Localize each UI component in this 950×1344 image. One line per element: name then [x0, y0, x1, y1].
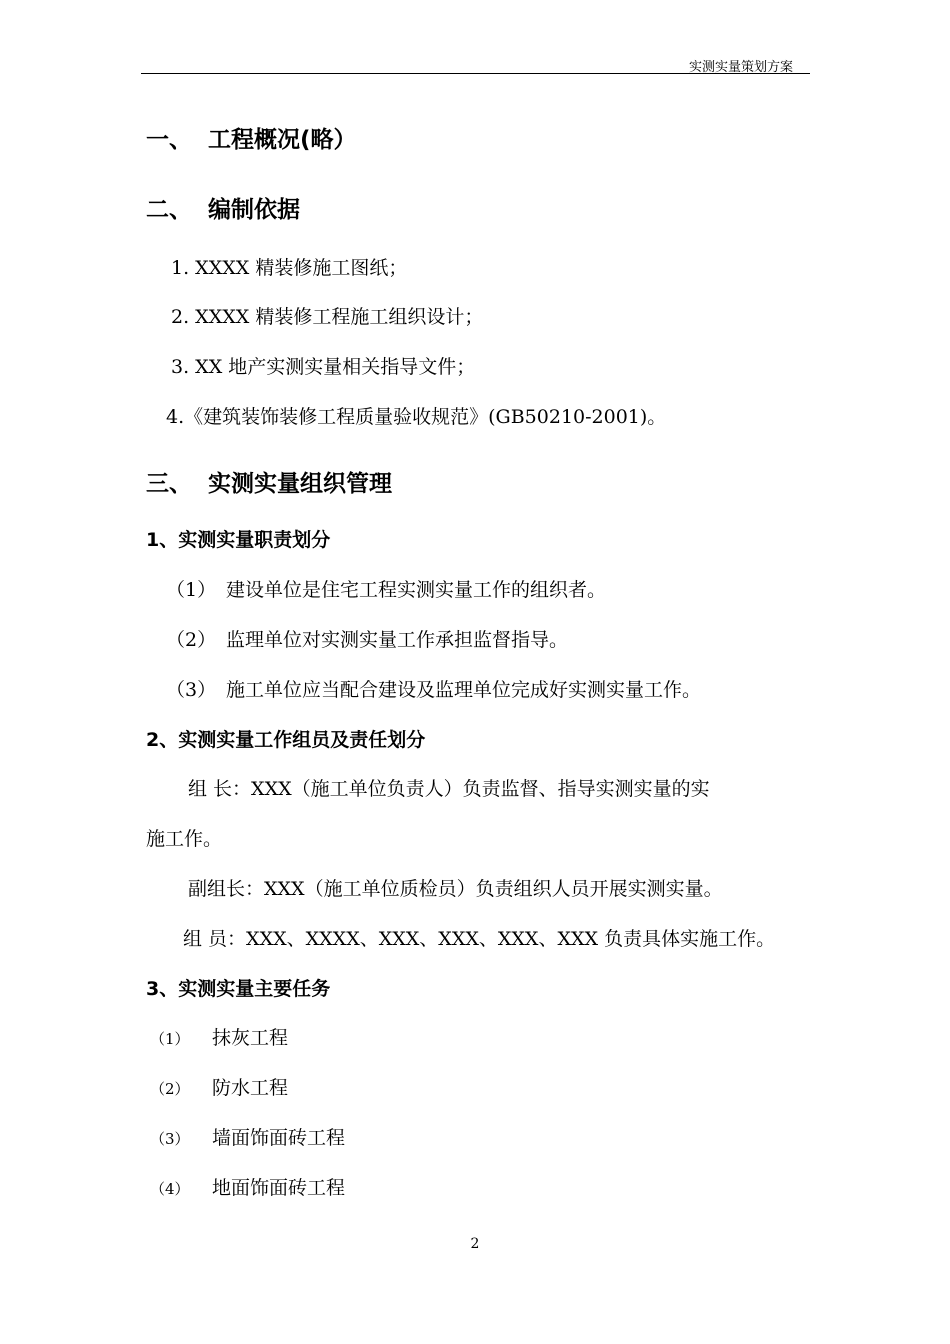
list-item-text: 监理单位对实测实量工作承担监督指导。	[226, 629, 569, 651]
section-title: 编制依据	[208, 197, 300, 223]
task-item	[150, 1173, 345, 1200]
subsection-heading: 3、实测实量主要任务	[146, 978, 331, 1000]
running-header: 实测实量策划方案	[688, 60, 793, 75]
task-item-number: （3）	[150, 1130, 190, 1148]
list-item-number: （3）	[166, 679, 217, 701]
list-item-number: （1）	[166, 579, 217, 601]
section-title: 工程概况(略）	[208, 127, 357, 153]
page-number: 2	[470, 1236, 480, 1252]
subsection-heading: 1、实测实量职责划分	[146, 529, 331, 551]
paragraph-deputy: 副组长：XXX（施工单位质检员）负责组织人员开展实测实量。	[188, 878, 723, 900]
section-title: 实测实量组织管理	[208, 471, 392, 497]
list-item	[166, 625, 568, 652]
list-item-text: 建设单位是住宅工程实测实量工作的组织者。	[226, 579, 607, 601]
basis-item: 3. XX 地产实测实量相关指导文件；	[171, 356, 476, 378]
task-item-text: 地面饰面砖工程	[212, 1177, 346, 1199]
section-heading-2	[146, 191, 300, 224]
paragraph-members: 组 员：XXX、XXXX、XXX、XXX、XXX、XXX 负责具体实施工作。	[183, 928, 776, 950]
task-item-number: （4）	[150, 1180, 190, 1198]
subsection-heading: 2、实测实量工作组员及责任划分	[146, 729, 426, 751]
task-item	[150, 1023, 288, 1050]
task-item-text: 防水工程	[212, 1077, 289, 1099]
basis-item: 4.《建筑装饰装修工程质量验收规范》(GB50210-2001)。	[166, 406, 667, 428]
section-heading-3	[146, 465, 392, 498]
paragraph-leader-continued: 施工作。	[146, 828, 223, 850]
task-item-number: （2）	[150, 1080, 190, 1098]
list-item-number: （2）	[166, 629, 217, 651]
section-number: 一、	[146, 127, 192, 153]
paragraph-leader: 组 长：XXX（施工单位负责人）负责监督、指导实测实量的实	[188, 778, 710, 800]
basis-item: 2. XXXX 精装修工程施工组织设计；	[171, 306, 484, 328]
basis-item: 1. XXXX 精装修施工图纸；	[171, 257, 408, 279]
task-item-number: （1）	[150, 1030, 190, 1048]
task-item	[150, 1123, 345, 1150]
section-heading-1	[146, 121, 357, 154]
header-rule	[141, 73, 810, 74]
task-item-text: 墙面饰面砖工程	[212, 1127, 346, 1149]
task-item	[150, 1073, 288, 1100]
list-item-text: 施工单位应当配合建设及监理单位完成好实测实量工作。	[226, 679, 702, 701]
list-item	[166, 675, 701, 702]
section-number: 三、	[146, 471, 192, 497]
section-number: 二、	[146, 197, 192, 223]
task-item-text: 抹灰工程	[212, 1027, 289, 1049]
list-item	[166, 575, 606, 602]
